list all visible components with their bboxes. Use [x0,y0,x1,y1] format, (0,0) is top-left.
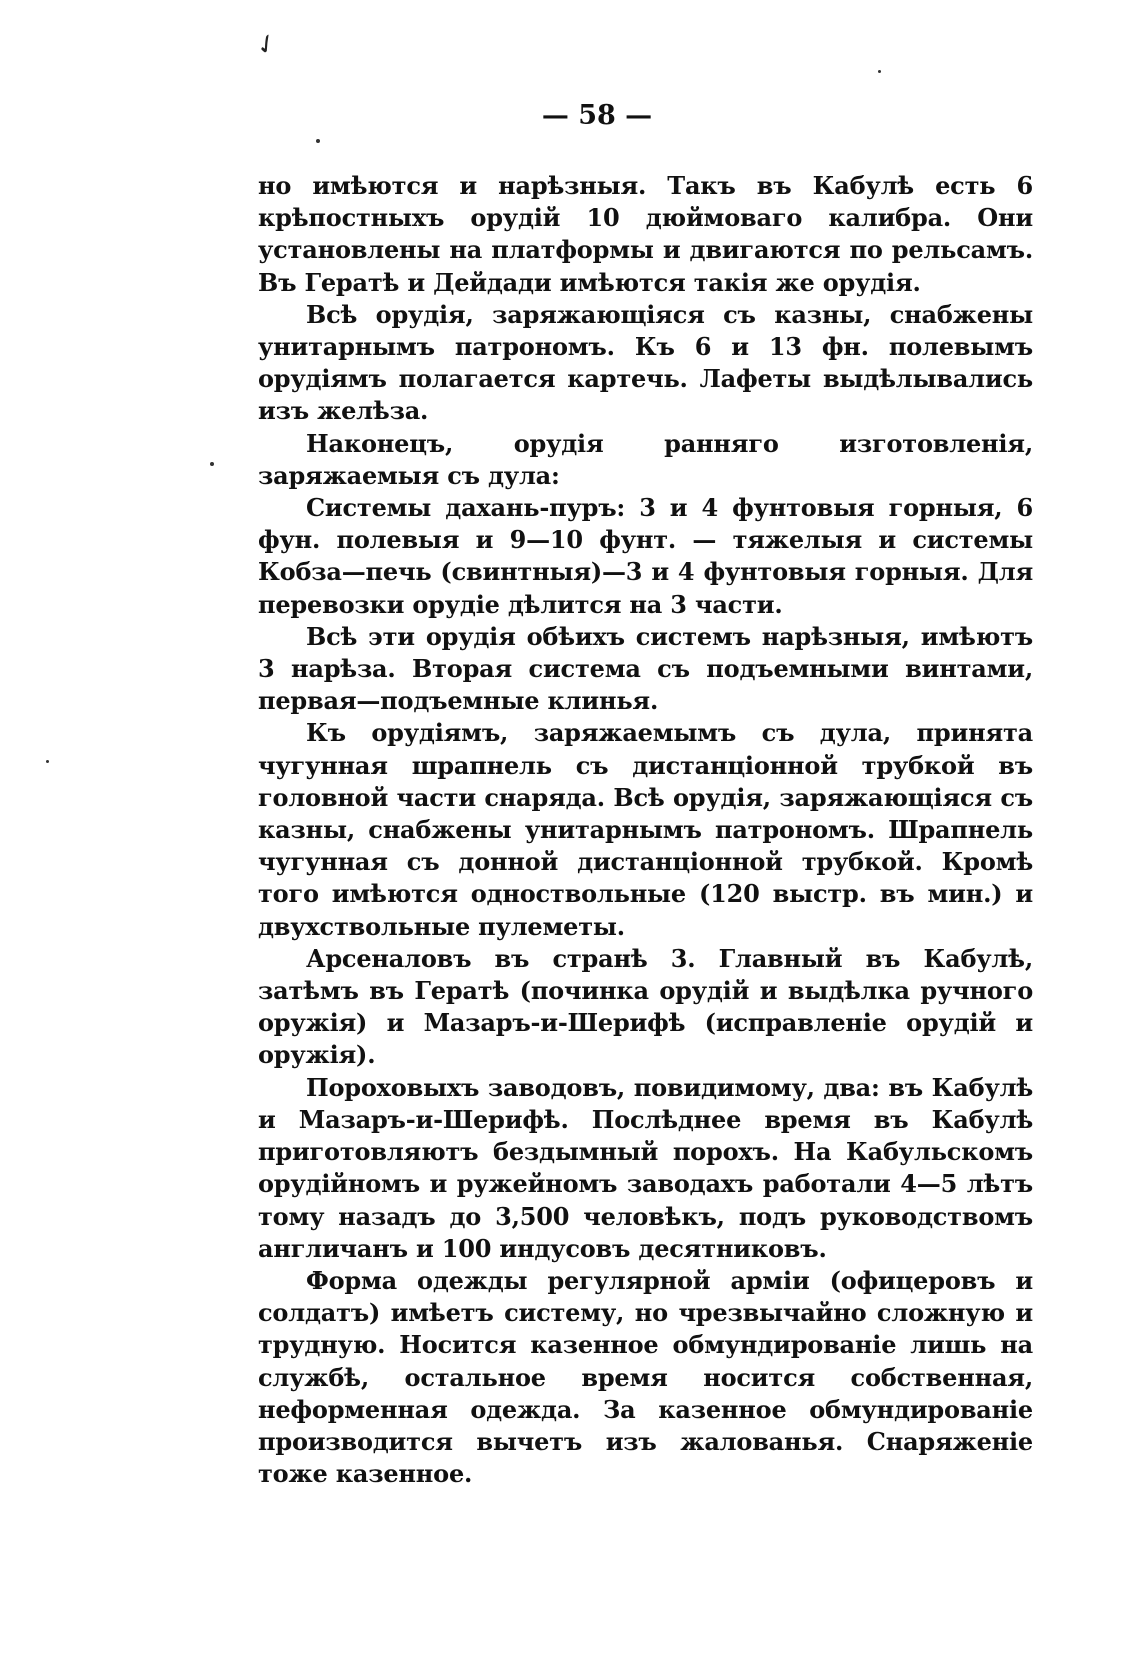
paragraph: Всѣ эти орудія обѣихъ системъ нарѣзныя, имѣютъ 3 нарѣза. Вторая система съ подъемными винтами, первая—подъемные клинья. [258,621,1033,716]
page-number: — 58 — [541,100,653,131]
paragraph: Арсеналовъ въ странѣ 3. Главный въ Кабулѣ, затѣмъ въ Гератѣ (починка орудій и выдѣлка ручного оружія) и Мазаръ-и-Шерифѣ (исправленіе орудій и оружія). [258,943,1033,1070]
speck-mark-icon [210,462,214,466]
paragraph: Наконецъ, орудія ранняго изготовленія, заряжаемыя съ дула: [258,428,1033,490]
speck-mark-icon [878,70,881,73]
paragraph: Къ орудіямъ, заряжаемымъ съ дула, принята чугунная шрапнель съ дистанціонной трубкой въ головной части снаряда. Всѣ орудія, заряжающіяся съ казны, снабжены унитарнымъ патрономъ. Шрапнель чугунная съ донной дистанціонной трубкой. Кромѣ того имѣются одноствольные (120 выстр. въ мин.) и двухствольные пулеметы. [258,718,1033,941]
paragraph: Пороховыхъ заводовъ, повидимому, два: въ Кабулѣ и Мазаръ-и-Шерифѣ. Послѣднее время въ Кабулѣ приготовляютъ бездымный порохъ. На Кабульскомъ орудійномъ и ружейномъ заводахъ работали 4—5 лѣтъ тому назадъ до 3,500 человѣкъ, подъ руководствомъ англичанъ и 100 индусовъ десятниковъ. [258,1072,1033,1263]
speck-mark-icon [316,139,320,143]
paragraph: Всѣ орудія, заряжающіяся съ казны, снабжены унитарнымъ патрономъ. Къ 6 и 13 фн. полевымъ орудіямъ полагается картечь. Лафеты выдѣлывались изъ желѣза. [258,299,1033,426]
paragraph: Форма одежды регулярной арміи (офицеровъ и солдатъ) имѣетъ систему, но чрезвычайно сложную и трудную. Носится казенное обмундированіе лишь на службѣ, остальное время носится собственная, неформенная одежда. За казенное обмундированіе производится вычетъ изъ жалованья. Снаряженіе тоже казенное. [258,1265,1033,1489]
paragraph: но имѣются и нарѣзныя. Такъ въ Кабулѣ есть 6 крѣпостныхъ орудій 10 дюймоваго калибра. Они установлены на платформы и двигаются по рельсамъ. Въ Гератѣ и Дейдади имѣются такія же орудія. [258,171,1033,297]
paragraph: Системы дахань-пуръ: 3 и 4 фунтовыя горныя, 6 фун. полевыя и 9—10 фунт. — тяжелыя и системы Кобза—печь (свинтныя)—3 и 4 фунтовыя горныя. Для перевозки орудіе дѣлится на 3 части. [258,493,1033,619]
speck-mark-icon [46,760,49,763]
body-text [258,170,1033,1490]
pencil-tick-mark-icon: ✓ [249,26,284,64]
